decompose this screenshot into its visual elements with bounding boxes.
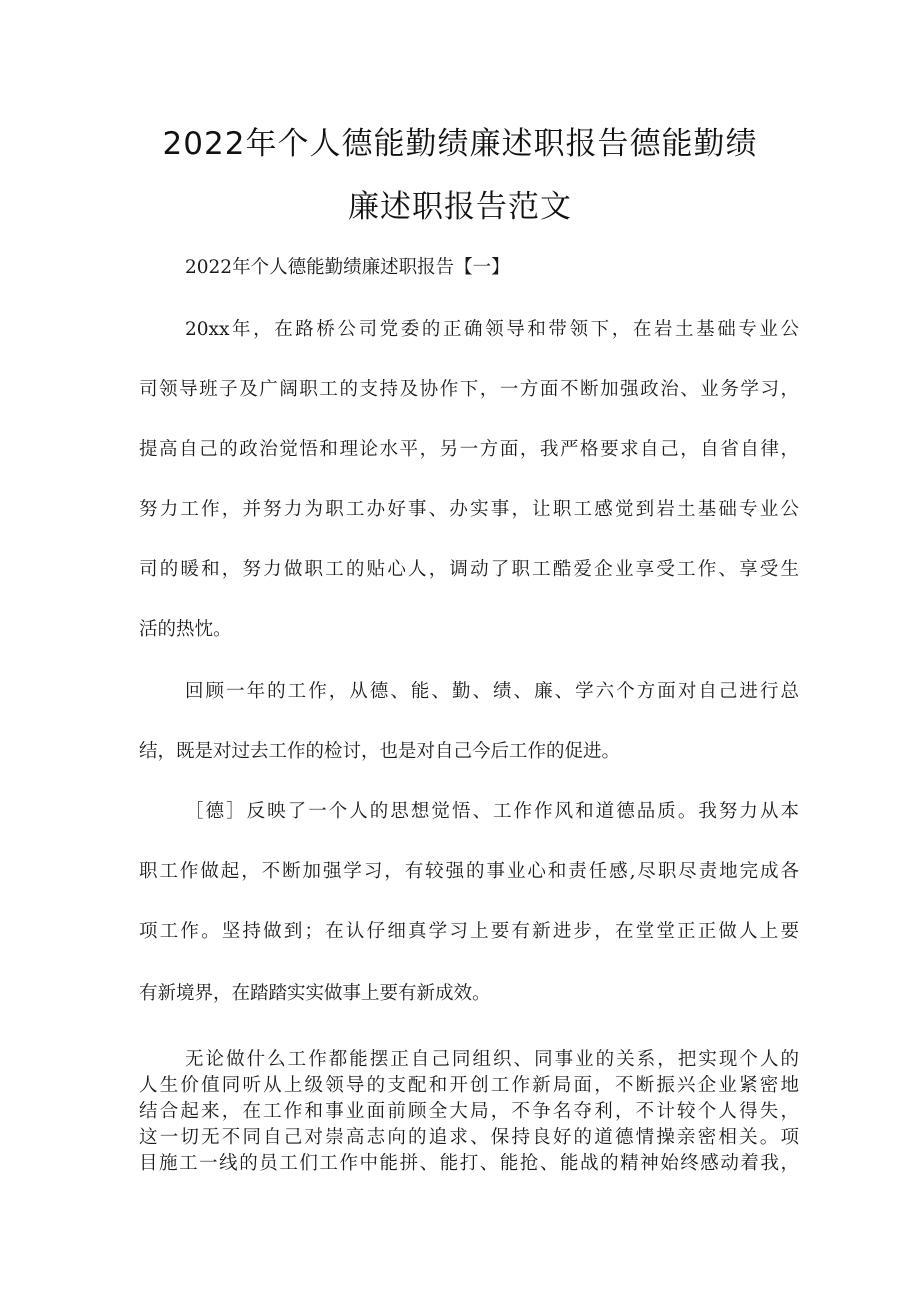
paragraph-1-line-1: 20xx年，在路桥公司党委的正确领导和带领下，在岩土基础专业公	[185, 319, 799, 340]
paragraph-4-line-1: 无论做什么工作都能摆正自己同组织、同事业的关系，把实现个人的	[185, 1049, 799, 1070]
section-subheading: 2022年个人德能勤绩廉述职报告【一】	[185, 257, 510, 278]
paragraph-4-line-2: 人生价值同听从上级领导的支配和开创工作新局面，不断振兴企业紧密地	[139, 1075, 799, 1096]
document-title-line-2: 廉述职报告范文	[348, 189, 572, 225]
paragraph-3-line-2: 职工作做起，不断加强学习，有较强的事业心和责任感,尽职尽责地完成各	[139, 861, 799, 882]
paragraph-1-line-5: 司的暖和，努力做职工的贴心人，调动了职工酷爱企业享受工作、享受生	[139, 559, 799, 580]
paragraph-1-line-4: 努力工作，并努力为职工办好事、办实事，让职工感觉到岩土基础专业公	[139, 499, 799, 520]
paragraph-4-line-5: 目施工一线的员工们工作中能拼、能打、能抢、能战的精神始终感动着我，	[139, 1153, 799, 1174]
paragraph-2-line-1: 回顾一年的工作，从德、能、勤、绩、廉、学六个方面对自己进行总	[185, 681, 799, 702]
paragraph-3-line-1: ［德］反映了一个人的思想觉悟、工作作风和道德品质。我努力从本	[185, 801, 799, 822]
paragraph-3-line-4: 有新境界，在踏踏实实做事上要有新成效。	[139, 983, 491, 1004]
paragraph-1-line-3: 提高自己的政治觉悟和理论水平，另一方面，我严格要求自己，自省自律，	[139, 439, 799, 460]
paragraph-1-line-2: 司领导班子及广阔职工的支持及协作下，一方面不断加强政治、业务学习，	[139, 379, 799, 400]
paragraph-4-line-3: 结合起来，在工作和事业面前顾全大局，不争名夺利，不计较个人得失，	[139, 1101, 799, 1122]
paragraph-4-line-4: 这一切无不同自己对崇高志向的追求、保持良好的道德情操亲密相关。项	[139, 1127, 799, 1148]
paragraph-1-line-6: 活的热忱。	[139, 619, 232, 640]
paragraph-3-line-3: 项工作。坚持做到；在认仔细真学习上要有新进步，在堂堂正正做人上要	[139, 921, 799, 942]
paragraph-2-line-2: 结，既是对过去工作的检讨，也是对自己今后工作的促进。	[139, 741, 621, 762]
document-title-line-1: 2022年个人德能勤绩廉述职报告德能勤绩	[162, 126, 758, 162]
